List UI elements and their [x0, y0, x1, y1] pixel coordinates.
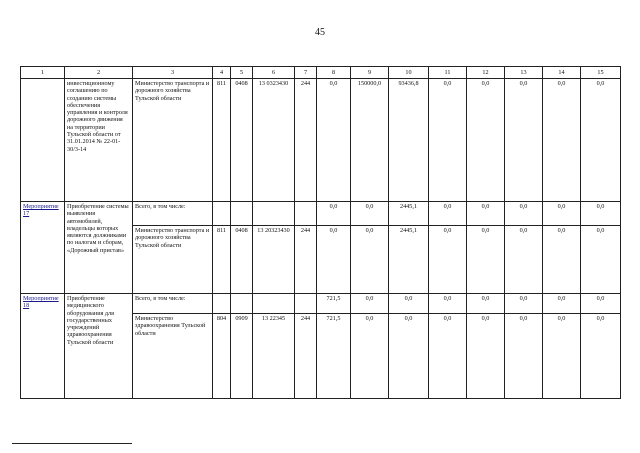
page-number: 45 — [315, 27, 325, 38]
value-cell: 0,0 — [543, 294, 581, 314]
value-cell: 0,0 — [389, 294, 429, 314]
expense-type: 244 — [295, 226, 317, 294]
header-cell: 5 — [231, 67, 253, 79]
value-cell: 0,0 — [317, 202, 351, 226]
executor-cell: Министерство транспорта и дорожного хозяйства Тульской области — [133, 79, 213, 202]
executor-cell: Всего, в том числе: — [133, 294, 213, 314]
section-code — [231, 294, 253, 314]
value-cell: 0,0 — [543, 202, 581, 226]
header-cell: 11 — [429, 67, 467, 79]
measure-cell — [21, 79, 65, 202]
value-cell: 2445,1 — [389, 202, 429, 226]
measure-description: Приобретение медицинского оборудования для государственных учреждений здравоохранения Тульской области — [65, 294, 133, 399]
header-cell: 2 — [65, 67, 133, 79]
target-code: 13 22345 — [253, 314, 295, 399]
value-cell: 0,0 — [429, 202, 467, 226]
value-cell: 0,0 — [505, 202, 543, 226]
target-code: 13 20323430 — [253, 226, 295, 294]
value-cell: 0,0 — [351, 202, 389, 226]
executor-cell: Министерство здравоохранения Тульской области — [133, 314, 213, 399]
measure-17-link[interactable] — [21, 202, 65, 294]
value-cell: 0,0 — [543, 314, 581, 399]
measure-17-label[interactable]: Мероприятие 17 — [23, 203, 59, 218]
value-cell: 0,0 — [505, 314, 543, 399]
value-cell: 0,0 — [467, 294, 505, 314]
header-cell: 4 — [213, 67, 231, 79]
value-cell: 721,5 — [317, 314, 351, 399]
value-cell: 0,0 — [467, 202, 505, 226]
value-cell: 0,0 — [581, 314, 621, 399]
value-cell: 0,0 — [317, 226, 351, 294]
value-cell: 150000,0 — [351, 79, 389, 202]
budget-table — [20, 66, 621, 399]
value-cell: 0,0 — [467, 79, 505, 202]
header-cell: 8 — [317, 67, 351, 79]
value-cell: 93436,8 — [389, 79, 429, 202]
executor-cell: Всего, в том числе: — [133, 202, 213, 226]
header-cell: 9 — [351, 67, 389, 79]
grbs-code: 811 — [213, 226, 231, 294]
header-cell: 12 — [467, 67, 505, 79]
header-cell: 6 — [253, 67, 295, 79]
table-row — [21, 79, 621, 202]
value-cell: 0,0 — [389, 314, 429, 399]
target-code: 13 0323430 — [253, 79, 295, 202]
value-cell: 0,0 — [351, 314, 389, 399]
header-cell: 14 — [543, 67, 581, 79]
grbs-code: 804 — [213, 314, 231, 399]
value-cell: 0,0 — [543, 226, 581, 294]
measure-description: Приобретение системы выявления автомобилей, владельцы которых являются должниками по налогам и сборам, «Дорожный пристав» — [65, 202, 133, 294]
section-code: 0909 — [231, 314, 253, 399]
header-cell: 7 — [295, 67, 317, 79]
value-cell: 0,0 — [581, 294, 621, 314]
grbs-code: 811 — [213, 79, 231, 202]
value-cell: 0,0 — [429, 226, 467, 294]
grbs-code — [213, 294, 231, 314]
value-cell: 0,0 — [581, 202, 621, 226]
target-code — [253, 202, 295, 226]
measure-18-link[interactable] — [21, 294, 65, 399]
header-cell: 1 — [21, 67, 65, 79]
expense-type: 244 — [295, 79, 317, 202]
expense-type: 244 — [295, 314, 317, 399]
value-cell: 0,0 — [429, 314, 467, 399]
value-cell: 721,5 — [317, 294, 351, 314]
grbs-code — [213, 202, 231, 226]
measure-18-label[interactable]: Мероприятие 18 — [23, 295, 59, 310]
header-cell: 15 — [581, 67, 621, 79]
value-cell: 0,0 — [505, 79, 543, 202]
value-cell: 0,0 — [505, 294, 543, 314]
target-code — [253, 294, 295, 314]
value-cell: 0,0 — [581, 226, 621, 294]
value-cell: 0,0 — [467, 314, 505, 399]
table-row — [21, 202, 621, 226]
table-row — [21, 294, 621, 314]
executor-cell: Министерство транспорта и дорожного хозяйства Тульской области — [133, 226, 213, 294]
value-cell: 0,0 — [351, 226, 389, 294]
expense-type — [295, 202, 317, 226]
section-code — [231, 202, 253, 226]
footnote-divider — [12, 443, 132, 444]
value-cell: 0,0 — [429, 79, 467, 202]
value-cell: 0,0 — [429, 294, 467, 314]
header-cell: 13 — [505, 67, 543, 79]
header-cell: 3 — [133, 67, 213, 79]
section-code: 0408 — [231, 79, 253, 202]
measure-description: инвестиционному соглашению по созданию системы обеспечения управления и контроля дорожного движения на территории Тульской области от 31.01.2014 № 22-01-30/3-14 — [65, 79, 133, 202]
value-cell: 0,0 — [351, 294, 389, 314]
header-cell: 10 — [389, 67, 429, 79]
value-cell: 0,0 — [317, 79, 351, 202]
value-cell: 2445,1 — [389, 226, 429, 294]
header-row — [21, 67, 621, 79]
value-cell: 0,0 — [581, 79, 621, 202]
value-cell: 0,0 — [467, 226, 505, 294]
value-cell: 0,0 — [543, 79, 581, 202]
expense-type — [295, 294, 317, 314]
value-cell: 0,0 — [505, 226, 543, 294]
section-code: 0408 — [231, 226, 253, 294]
